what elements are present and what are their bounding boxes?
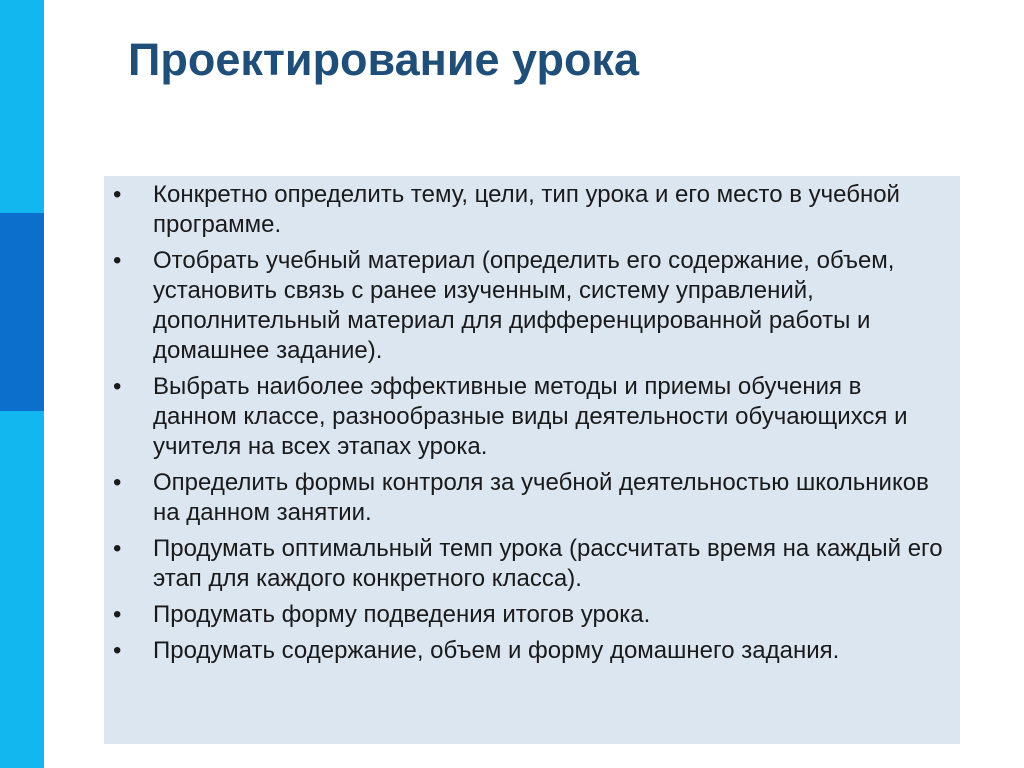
accent-bar-bottom-segment (0, 411, 44, 768)
content-box (104, 176, 960, 744)
left-accent-bar (0, 0, 44, 768)
bullet-item: • Выбрать наиболее эффективные методы и приемы обучения в данном классе, разнообразные виды деятельности обучающихся и учителя на всех этапах урока. (113, 372, 944, 462)
bullet-item: • Отобрать учебный материал (определить его содержание, объем, установить связь с ранее изученным, систему управлений, дополнительный материал для дифференцированной работы и домашнее задание). (113, 246, 944, 366)
slide-title: Проектирование урока (128, 34, 639, 85)
bullet-item: • Определить формы контроля за учебной деятельностью школьников на данном занятии. (113, 468, 944, 528)
bullet-item: • Продумать оптимальный темп урока (рассчитать время на каждый его этап для каждого конкретного класса). (113, 534, 944, 594)
accent-bar-top-segment (0, 0, 44, 213)
bullet-item: • Продумать форму подведения итогов урока. (113, 600, 944, 630)
bullet-list (113, 180, 944, 666)
bullet-item: • Продумать содержание, объем и форму домашнего задания. (113, 636, 944, 666)
accent-bar-middle-segment (0, 213, 44, 411)
bullet-item: • Конкретно определить тему, цели, тип урока и его место в учебной программе. (113, 180, 944, 240)
